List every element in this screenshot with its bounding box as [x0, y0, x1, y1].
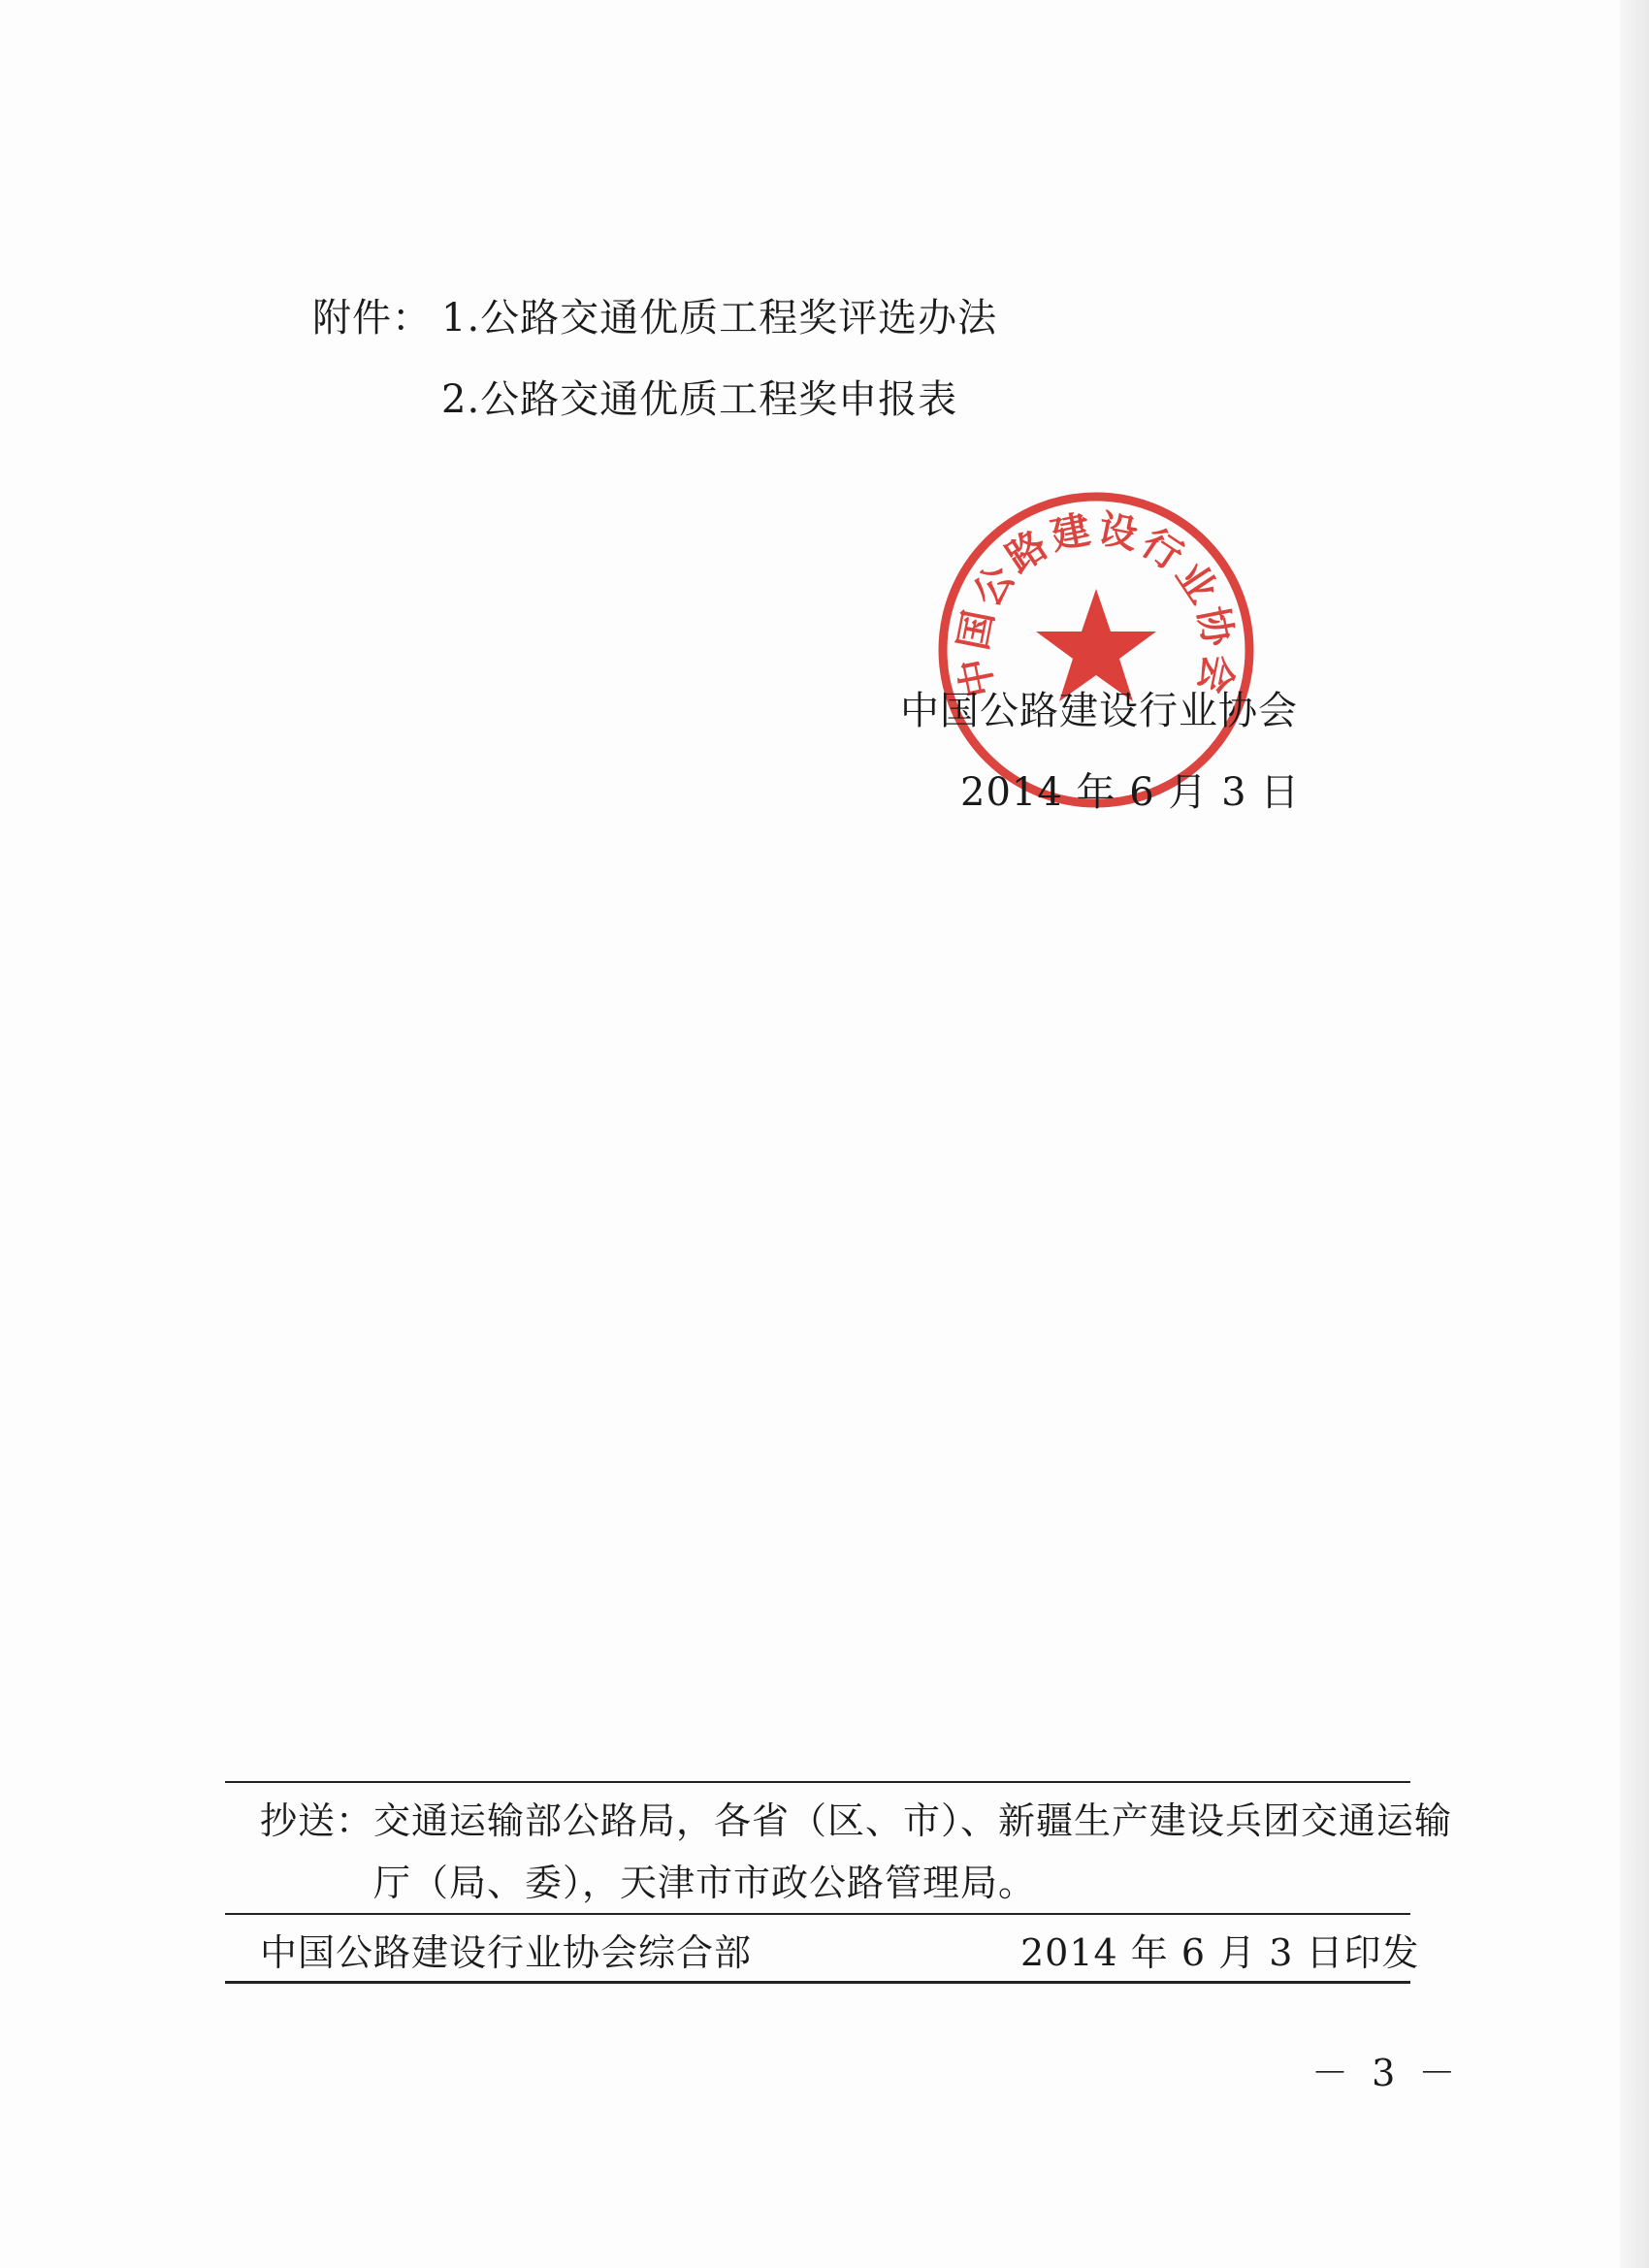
cc-label: 抄送： — [260, 1799, 374, 1842]
cc-recipients-line-1: 交通运输部公路局，各省（区、市）、新疆生产建设兵团交通运输 — [373, 1799, 1453, 1842]
attachment-item-2: 2.公路交通优质工程奖申报表 — [441, 377, 958, 422]
issue-date: 2014 年 6 月 3 日 — [960, 770, 1301, 815]
seal-star-icon — [1036, 589, 1156, 701]
issuer-name: 中国公路建设行业协会 — [900, 689, 1298, 733]
cc-recipients-line-2: 厅（局、委），天津市市政公路管理局。 — [373, 1862, 1037, 1904]
attachments-label: 附件： — [312, 296, 432, 340]
official-seal — [936, 490, 1256, 810]
seal-text: 中国公路建设行业协会 — [950, 505, 1243, 701]
print-date: 2014 年 6 月 3 日印发 — [1020, 1931, 1420, 1974]
attachment-item-1: 1.公路交通优质工程奖评选办法 — [441, 296, 998, 340]
footer-bottom-rule — [225, 1981, 1410, 1984]
page-number: － 3 － — [1311, 2052, 1462, 2094]
footer-top-rule — [225, 1781, 1410, 1783]
printing-department: 中国公路建设行业协会综合部 — [260, 1931, 753, 1974]
scan-edge-shadow — [1620, 0, 1649, 2268]
footer-middle-rule — [225, 1913, 1410, 1915]
